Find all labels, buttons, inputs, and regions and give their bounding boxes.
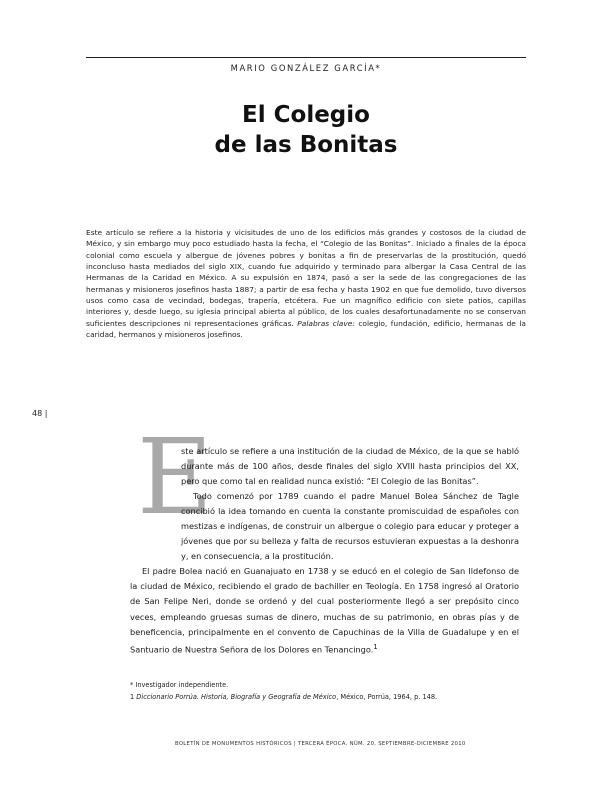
paragraph-3-text: El padre Bolea nació en Guanajuato en 1738 y se educó en el colegio de San Ildefonso de la ciudad de México, recibiendo el grado de bachiller en Teología. En 1758 ingresó al Oratorio de San Felipe Neri, donde se ordenó y del cual posteriormente llegó a ser prepósito cinco veces, empleando gruesas sumas de dinero, muchas de su patrimonio, en obras pías y de beneficencia, principalmente en el convento de Capuchinas de la Villa de Guadalupe y en el Santuario de Nuestra Señora de los Dolores en Tenancingo. [130,566,519,655]
keywords-label: Palabras clave: [297,318,355,328]
paragraph-2-intro: Todo comenzó por 1789 cuando el padre Manuel Bolea Sánchez de Tagle concibió la idea tomando en cuenta la constante promiscuidad de españoles con mestizas e indígenas, de construir un albergue o colegio para educar y proteger a jóvenes que por su belleza y falta de recursos estuvieran expuestas a la deshonra y, en consecuencia, a la prostitución. [181,491,519,562]
paragraph-3 [130,564,519,657]
abstract-text: Este artículo se refiere a la historia y vicisitudes de uno de los edificios más grandes y costosos de la ciudad de México, y sin embargo muy poco estudiado hasta la fecha, el “Colegio de las Bonitas”. Iniciado a finales de la época colonial como escuela y albergue de jóvenes pobres y bonitas a fin de preservarlas de la prostitución, quedó inconcluso hasta mediados del siglo XIX, cuando fue adquirido y terminado para albergar la Casa Central de las Hermanas de la Caridad en México. A su expulsión en 1874, pasó a ser la sede de las congregaciones de las hermanas y misioneros josefinos hasta 1887; a partir de esa fecha y hasta 1902 en que fue demolido, tuvo diversos usos como casa de vecindad, bodegas, trapería, etcétera. Fue un magnífico edificio con siete patios, capillas interiores y, desde luego, su iglesia principal abierta al público, de los cuales desafortunadamente no se conservan suficientes descripciones ni representaciones gráficas. [86,228,526,328]
footnote-1 [130,691,520,703]
author-name: MARIO GONZÁLEZ GARCÍA* [230,63,382,73]
article-title [86,100,526,160]
keywords-text: colegio, fundación, edificio, hermanas de la caridad, hermanos y misioneros josefinos. [86,318,526,340]
journal-footer: BOLETÍN DE MONUMENTOS HISTÓRICOS | TERCERA ÉPOCA, NÚM. 20, SEPTIEMBRE-DICIEMBRE 2010 [175,741,466,747]
footnote-author: * Investigador independiente. [130,681,229,689]
body-text [130,444,519,657]
footnote-1-number: 1 [130,693,137,701]
page-number: 48 | [32,409,48,418]
footnote-1-title: Diccionario Porrúa. Historia, Biografía y Geografía de México [136,693,337,701]
footnotes [130,679,520,703]
footnote-ref-1: 1 [373,642,378,651]
footnote-1-rest: , México, Porrúa, 1964, p. 148. [336,693,438,701]
drop-cap: E [137,416,213,538]
title-line-2: de las Bonitas [214,132,398,158]
abstract [86,227,526,340]
paragraph-1: ste artículo se refiere a una institución de la ciudad de México, de la que se habló durante más de 100 años, desde finales del siglo XVIII hasta principios del XX, pero que como tal en realidad nunca existió: “El Colegio de las Bonitas”. [181,446,519,487]
header-rule [86,57,526,58]
title-line-1: El Colegio [242,102,370,128]
